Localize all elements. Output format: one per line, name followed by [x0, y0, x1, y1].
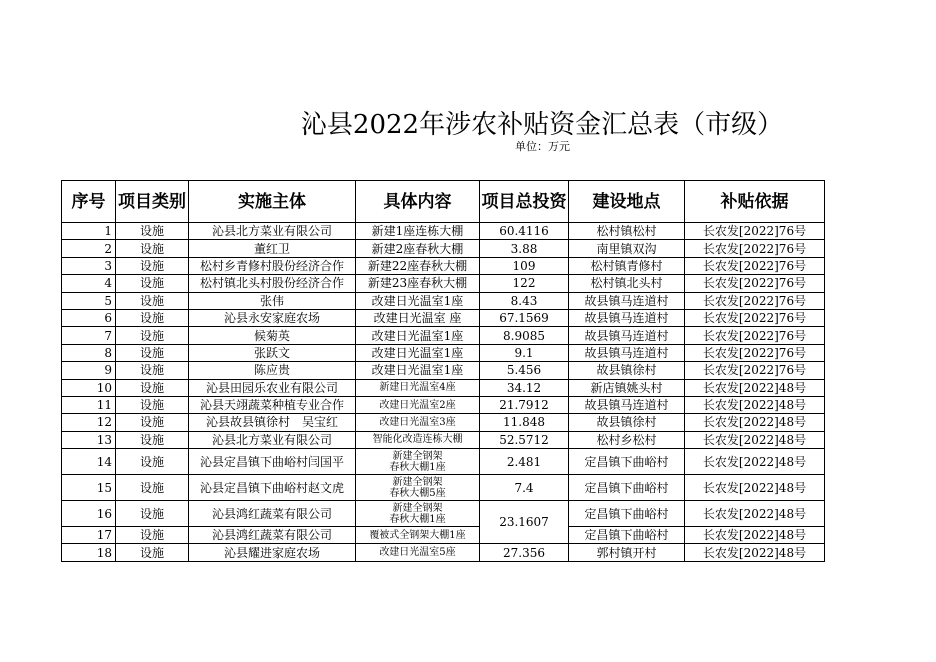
cell-invest: 27.356: [480, 544, 569, 561]
cell-entity: 沁县北方菜业有限公司: [189, 223, 356, 240]
cell-content: 新建22座春秋大棚: [356, 257, 480, 274]
cell-invest: 9.1: [480, 344, 569, 361]
table-body: [62, 223, 825, 562]
cell-entity: 沁县永安家庭农场: [189, 309, 356, 326]
cell-invest: 52.5712: [480, 431, 569, 448]
cell-invest: 23.1607: [480, 501, 569, 544]
cell-type: 设施: [116, 527, 189, 544]
cell-basis: 长农发[2022]48号: [685, 501, 825, 527]
cell-type: 设施: [116, 544, 189, 561]
cell-basis: 长农发[2022]76号: [685, 223, 825, 240]
cell-type: 设施: [116, 344, 189, 361]
cell-basis: 长农发[2022]76号: [685, 275, 825, 292]
cell-content: 新建全钢架 春秋大棚1座: [356, 449, 480, 475]
cell-no: 2: [62, 240, 116, 257]
cell-location: 松村镇北头村: [569, 275, 685, 292]
table-row: [62, 527, 825, 544]
cell-entity: 陈应贵: [189, 362, 356, 379]
cell-invest: 8.9085: [480, 327, 569, 344]
cell-invest: 21.7912: [480, 396, 569, 413]
cell-content: 改建日光温室1座: [356, 327, 480, 344]
cell-type: 设施: [116, 431, 189, 448]
cell-invest: 67.1569: [480, 309, 569, 326]
cell-location: 故县镇马连道村: [569, 309, 685, 326]
cell-entity: 沁县鸿红蔬菜有限公司: [189, 527, 356, 544]
cell-basis: 长农发[2022]76号: [685, 309, 825, 326]
cell-type: 设施: [116, 275, 189, 292]
cell-entity: 沁县天翊蔬菜种植专业合作: [189, 396, 356, 413]
table-row: [62, 379, 825, 396]
cell-no: 10: [62, 379, 116, 396]
cell-entity: 董红卫: [189, 240, 356, 257]
unit-label: 单位：万元: [515, 140, 570, 153]
cell-entity: 松村乡青修村股份经济合作: [189, 257, 356, 274]
cell-entity: 候菊英: [189, 327, 356, 344]
cell-location: 南里镇双沟: [569, 240, 685, 257]
table-row: [62, 501, 825, 527]
cell-invest: 7.4: [480, 475, 569, 501]
cell-basis: 长农发[2022]76号: [685, 344, 825, 361]
cell-no: 9: [62, 362, 116, 379]
table-row: [62, 431, 825, 448]
header-content: 具体内容: [356, 181, 480, 223]
page-title: 沁县2022年涉农补贴资金汇总表（市级）: [300, 110, 784, 140]
cell-location: 故县镇徐村: [569, 414, 685, 431]
cell-content: 新建23座春秋大棚: [356, 275, 480, 292]
cell-content: 改建日光温室2座: [356, 396, 480, 413]
cell-entity: 沁县故县镇徐村 吴宝红: [189, 414, 356, 431]
cell-location: 故县镇马连道村: [569, 344, 685, 361]
cell-location: 郭村镇开村: [569, 544, 685, 561]
cell-basis: 长农发[2022]48号: [685, 414, 825, 431]
cell-invest: 3.88: [480, 240, 569, 257]
cell-location: 故县镇徐村: [569, 362, 685, 379]
table-row: [62, 275, 825, 292]
cell-content: 改建日光温室1座: [356, 362, 480, 379]
table-row: [62, 223, 825, 240]
cell-entity: 沁县定昌镇下曲峪村赵文虎: [189, 475, 356, 501]
header-basis: 补贴依据: [685, 181, 825, 223]
cell-entity: 沁县田园乐农业有限公司: [189, 379, 356, 396]
cell-content: 改建日光温室 座: [356, 309, 480, 326]
cell-location: 定昌镇下曲峪村: [569, 475, 685, 501]
cell-basis: 长农发[2022]48号: [685, 475, 825, 501]
cell-invest: 5.456: [480, 362, 569, 379]
cell-type: 设施: [116, 257, 189, 274]
cell-entity: 沁县鸿红蔬菜有限公司: [189, 501, 356, 527]
cell-entity: 沁县耀进家庭农场: [189, 544, 356, 561]
cell-basis: 长农发[2022]48号: [685, 379, 825, 396]
header-location: 建设地点: [569, 181, 685, 223]
cell-content: 改建日光温室1座: [356, 344, 480, 361]
cell-entity: 沁县定昌镇下曲峪村闫国平: [189, 449, 356, 475]
cell-content: 新建全钢架 春秋大棚5座: [356, 475, 480, 501]
header-entity: 实施主体: [189, 181, 356, 223]
table-row: [62, 449, 825, 475]
cell-content: 改建日光温室1座: [356, 292, 480, 309]
cell-entity: 张伟: [189, 292, 356, 309]
cell-no: 7: [62, 327, 116, 344]
cell-entity: 松村镇北头村股份经济合作: [189, 275, 356, 292]
cell-type: 设施: [116, 475, 189, 501]
cell-no: 11: [62, 396, 116, 413]
header-type: 项目类别: [116, 181, 189, 223]
cell-basis: 长农发[2022]76号: [685, 292, 825, 309]
cell-no: 14: [62, 449, 116, 475]
cell-content: 新建2座春秋大棚: [356, 240, 480, 257]
cell-invest: 60.4116: [480, 223, 569, 240]
cell-content: 改建日光温室5座: [356, 544, 480, 561]
table-row: [62, 257, 825, 274]
cell-location: 定昌镇下曲峪村: [569, 527, 685, 544]
cell-invest: 11.848: [480, 414, 569, 431]
cell-type: 设施: [116, 396, 189, 413]
table-row: [62, 292, 825, 309]
cell-basis: 长农发[2022]76号: [685, 327, 825, 344]
cell-location: 松村镇青修村: [569, 257, 685, 274]
cell-type: 设施: [116, 501, 189, 527]
table-row: [62, 362, 825, 379]
cell-no: 4: [62, 275, 116, 292]
cell-no: 12: [62, 414, 116, 431]
cell-content: 覆被式全钢架大棚1座: [356, 527, 480, 544]
cell-type: 设施: [116, 449, 189, 475]
cell-no: 17: [62, 527, 116, 544]
cell-no: 8: [62, 344, 116, 361]
cell-type: 设施: [116, 362, 189, 379]
header-invest: 项目总投资: [480, 181, 569, 223]
cell-no: 5: [62, 292, 116, 309]
cell-location: 新店镇姚头村: [569, 379, 685, 396]
cell-no: 3: [62, 257, 116, 274]
cell-location: 松村乡松村: [569, 431, 685, 448]
cell-basis: 长农发[2022]76号: [685, 240, 825, 257]
cell-no: 16: [62, 501, 116, 527]
cell-no: 13: [62, 431, 116, 448]
table-row: [62, 344, 825, 361]
cell-type: 设施: [116, 223, 189, 240]
cell-type: 设施: [116, 309, 189, 326]
cell-basis: 长农发[2022]48号: [685, 527, 825, 544]
cell-type: 设施: [116, 327, 189, 344]
cell-location: 松村镇松村: [569, 223, 685, 240]
table-row: [62, 396, 825, 413]
cell-location: 故县镇马连道村: [569, 396, 685, 413]
cell-invest: 122: [480, 275, 569, 292]
cell-no: 1: [62, 223, 116, 240]
cell-no: 6: [62, 309, 116, 326]
cell-content: 智能化改造连栋大棚: [356, 431, 480, 448]
cell-no: 15: [62, 475, 116, 501]
header-no: 序号: [62, 181, 116, 223]
cell-basis: 长农发[2022]76号: [685, 257, 825, 274]
cell-content: 新建全钢架 春秋大棚1座: [356, 501, 480, 527]
cell-location: 定昌镇下曲峪村: [569, 501, 685, 527]
cell-basis: 长农发[2022]48号: [685, 544, 825, 561]
cell-type: 设施: [116, 414, 189, 431]
table-row: [62, 327, 825, 344]
table-row: [62, 309, 825, 326]
subsidy-table: [61, 180, 825, 562]
header-row: [62, 181, 825, 223]
cell-entity: 沁县北方菜业有限公司: [189, 431, 356, 448]
cell-content: 新建日光温室4座: [356, 379, 480, 396]
cell-type: 设施: [116, 292, 189, 309]
cell-location: 故县镇马连道村: [569, 327, 685, 344]
cell-location: 故县镇马连道村: [569, 292, 685, 309]
cell-type: 设施: [116, 379, 189, 396]
cell-basis: 长农发[2022]48号: [685, 396, 825, 413]
cell-content: 新建1座连栋大棚: [356, 223, 480, 240]
cell-location: 定昌镇下曲峪村: [569, 449, 685, 475]
table-row: [62, 414, 825, 431]
cell-type: 设施: [116, 240, 189, 257]
cell-basis: 长农发[2022]48号: [685, 431, 825, 448]
cell-entity: 张跃文: [189, 344, 356, 361]
cell-basis: 长农发[2022]48号: [685, 449, 825, 475]
cell-no: 18: [62, 544, 116, 561]
cell-content: 改建日光温室3座: [356, 414, 480, 431]
table-row: [62, 475, 825, 501]
cell-invest: 109: [480, 257, 569, 274]
cell-invest: 2.481: [480, 449, 569, 475]
cell-invest: 34.12: [480, 379, 569, 396]
cell-basis: 长农发[2022]76号: [685, 362, 825, 379]
table-row: [62, 240, 825, 257]
cell-invest: 8.43: [480, 292, 569, 309]
table-row: [62, 544, 825, 561]
